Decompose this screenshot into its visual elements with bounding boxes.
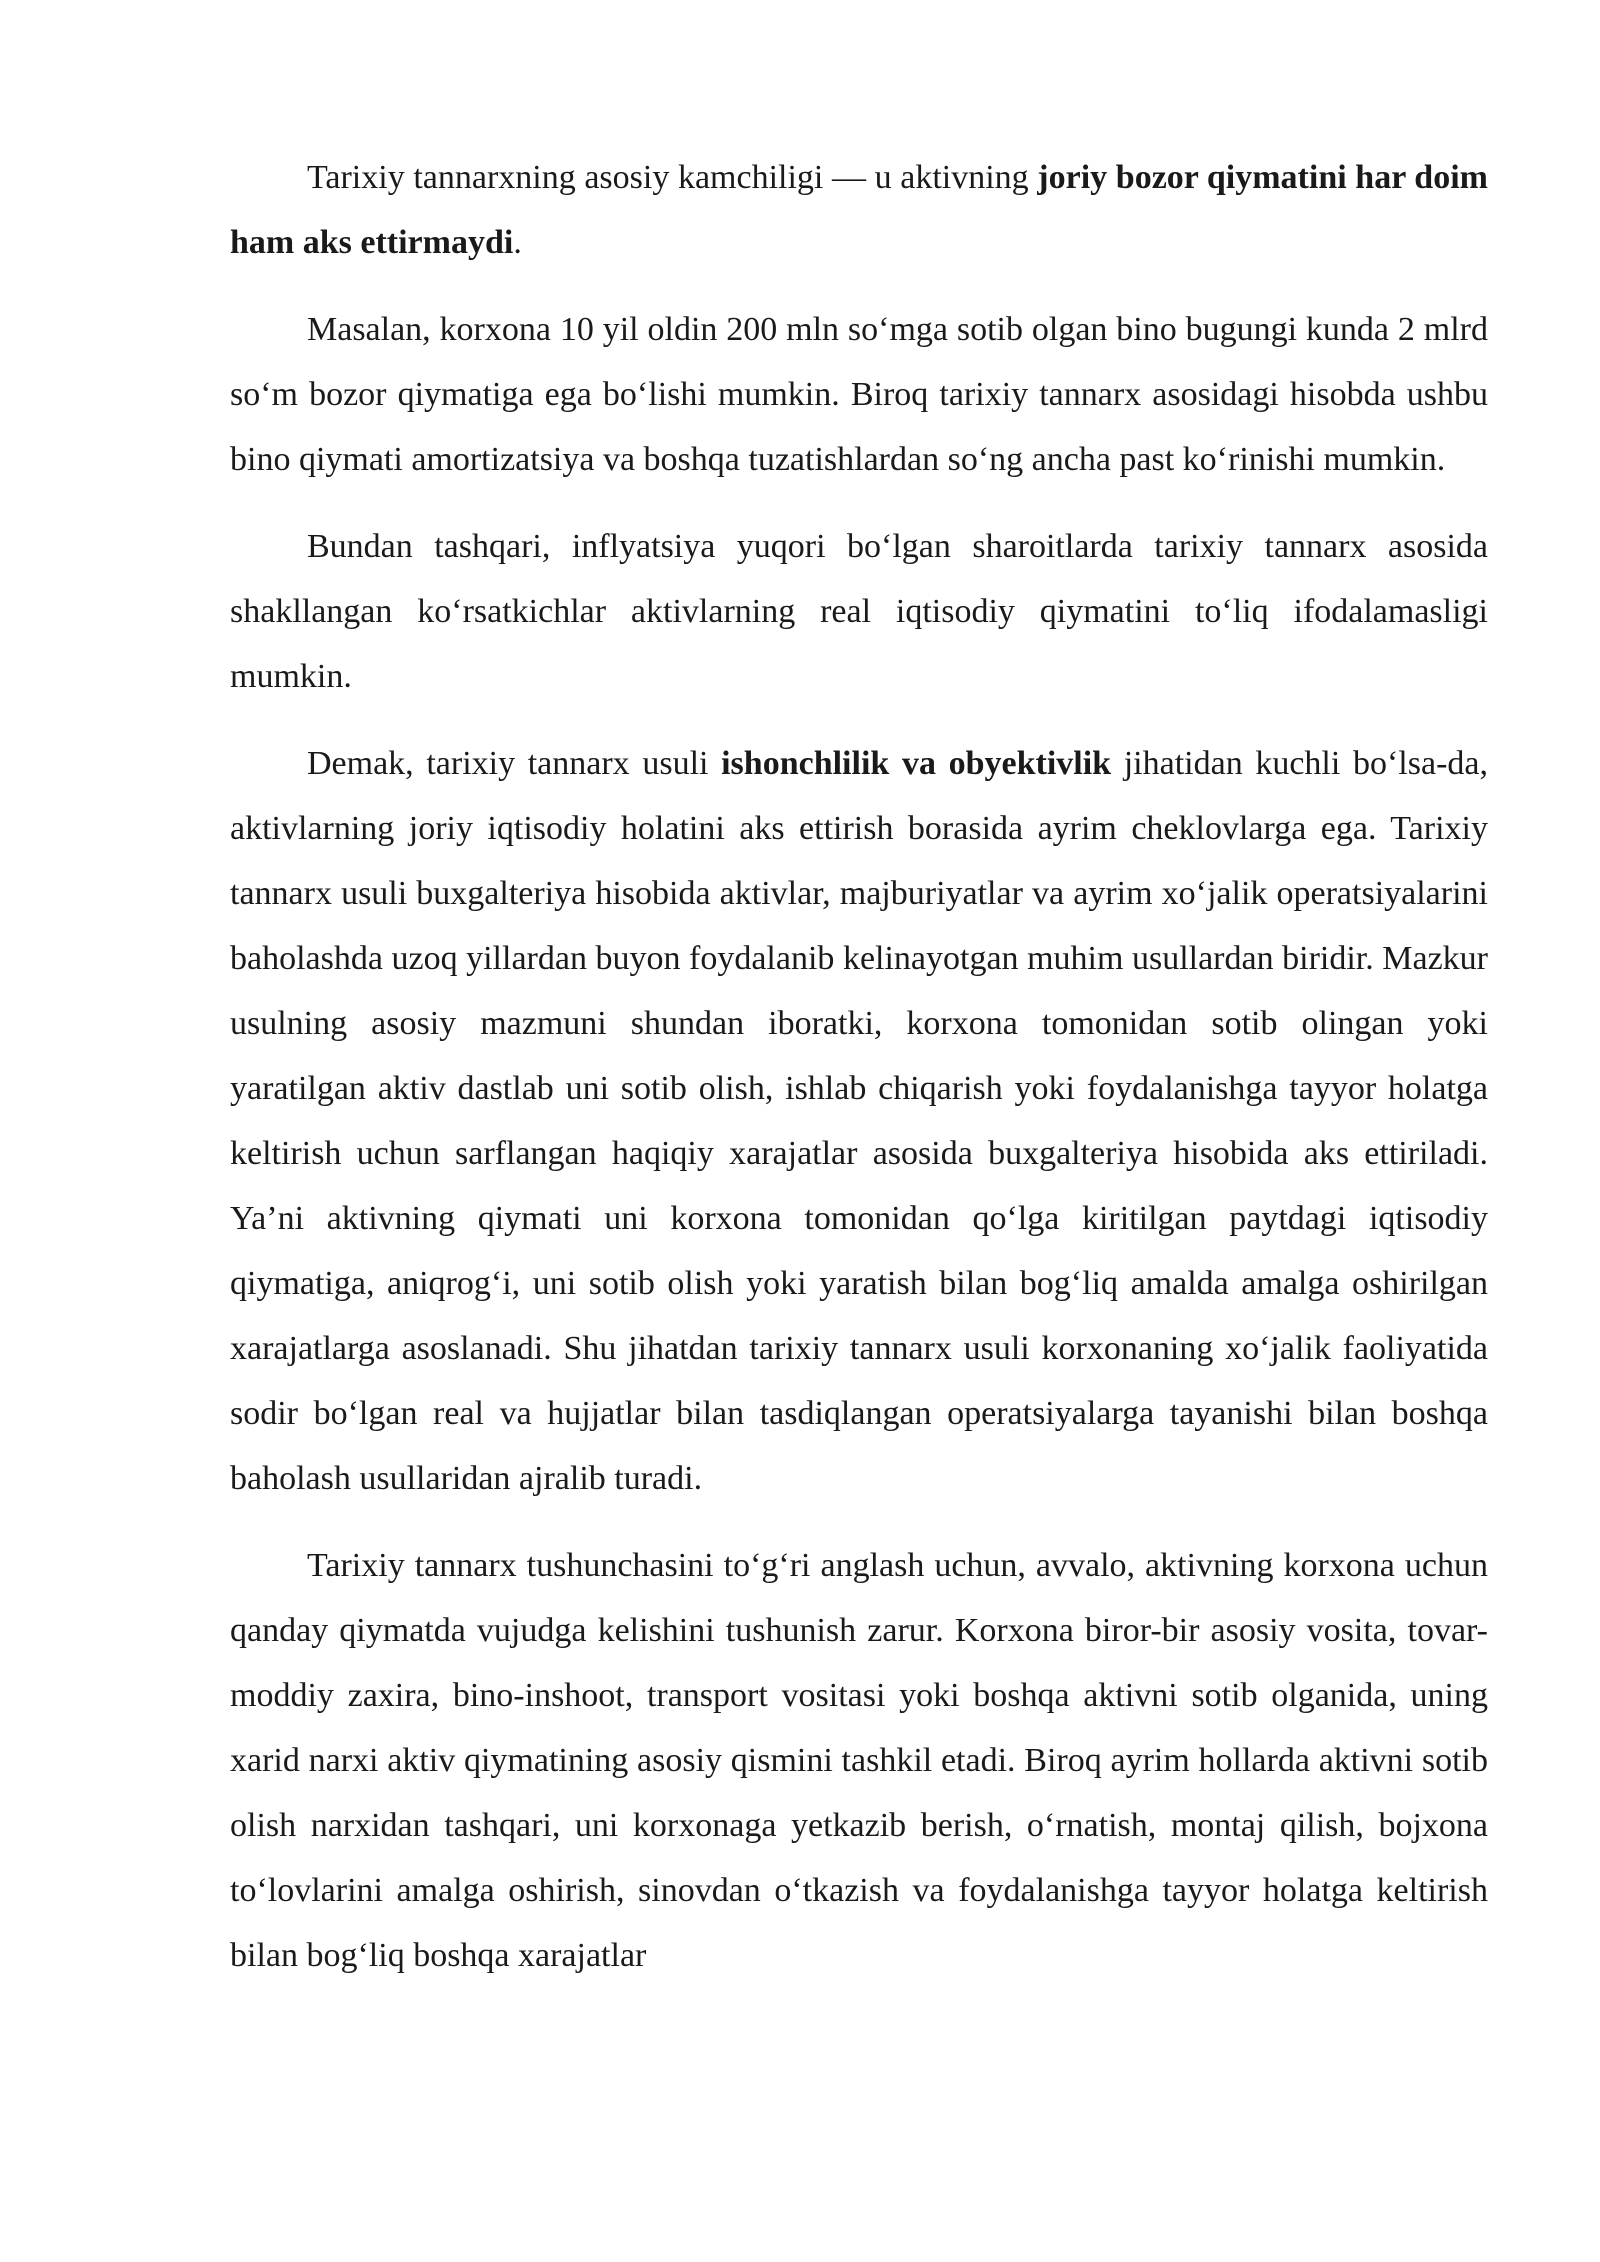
paragraph-4-text-1: Demak, tarixiy tannarx usuli (307, 745, 722, 782)
paragraph-4-bold-phrase: ishonchlilik va obyektivlik (721, 745, 1112, 782)
paragraph-2 (230, 297, 1488, 492)
paragraph-1 (230, 145, 1488, 275)
paragraph-3-text: Bundan tashqari, inflyatsiya yuqori bo‘lgan sharoitlarda tarixiy tannarx asosida shakllangan ko‘rsatkichlar aktivlarning real iqtisodiy qiymatini to‘liq ifodalamasligi mumkin. (230, 528, 1488, 695)
paragraph-5 (230, 1533, 1488, 1988)
paragraph-4 (230, 731, 1488, 1511)
paragraph-1-bold-phrase: joriy bozor qiymatini har doim ham aks ettirmaydi (230, 159, 1488, 261)
paragraph-5-text: Tarixiy tannarx tushunchasini to‘g‘ri anglash uchun, avvalo, aktivning korxona uchun qanday qiymatda vujudga kelishini tushunish zarur. Korxona biror-bir asosiy vosita, tovar-moddiy zaxira, bino-inshoot, transport vositasi yoki boshqa aktivni sotib olganida, uning xarid narxi aktiv qiymatining asosiy qismini tashkil etadi. Biroq ayrim hollarda aktivni sotib olish narxidan tashqari, uni korxonaga yetkazib berish, o‘rnatish, montaj qilish, bojxona to‘lovlarini amalga oshirish, sinovdan o‘tkazish va foydalanishga tayyor holatga keltirish bilan bog‘liq boshqa xarajatlar (230, 1547, 1488, 1974)
paragraph-1-text-2: . (513, 224, 522, 261)
paragraph-2-text: Masalan, korxona 10 yil oldin 200 mln so‘mga sotib olgan bino bugungi kunda 2 mlrd so‘m bozor qiymatiga ega bo‘lishi mumkin. Biroq tarixiy tannarx asosidagi hisobda ushbu bino qiymati amortizatsiya va boshqa tuzatishlardan so‘ng ancha past ko‘rinishi mumkin. (230, 311, 1488, 478)
document-page (230, 145, 1488, 2010)
paragraph-1-text-1: Tarixiy tannarxning asosiy kamchiligi — u aktivning (307, 159, 1038, 196)
paragraph-3 (230, 514, 1488, 709)
paragraph-4-text-2: jihatidan kuchli bo‘lsa-da, aktivlarning joriy iqtisodiy holatini aks ettirish borasida ayrim cheklovlarga ega. Tarixiy tannarx usuli buxgalteriya hisobida aktivlar, majburiyatlar va ayrim xo‘jalik operatsiyalarini baholashda uzoq yillardan buyon foydalanib kelinayotgan muhim usullardan biridir. Mazkur usulning asosiy mazmuni shundan iboratki, korxona tomonidan sotib olingan yoki yaratilgan aktiv dastlab uni sotib olish, ishlab chiqarish yoki foydalanishga tayyor holatga keltirish uchun sarflangan haqiqiy xarajatlar asosida buxgalteriya hisobida aks ettiriladi. Ya’ni aktivning qiymati uni korxona tomonidan qo‘lga kiritilgan paytdagi iqtisodiy qiymatiga, aniqrog‘i, uni sotib olish yoki yaratish bilan bog‘liq amalda amalga oshirilgan xarajatlarga asoslanadi. Shu jihatdan tarixiy tannarx usuli korxonaning xo‘jalik faoliyatida sodir bo‘lgan real va hujjatlar bilan tasdiqlangan operatsiyalarga tayanishi bilan boshqa baholash usullaridan ajralib turadi. (230, 745, 1488, 1497)
